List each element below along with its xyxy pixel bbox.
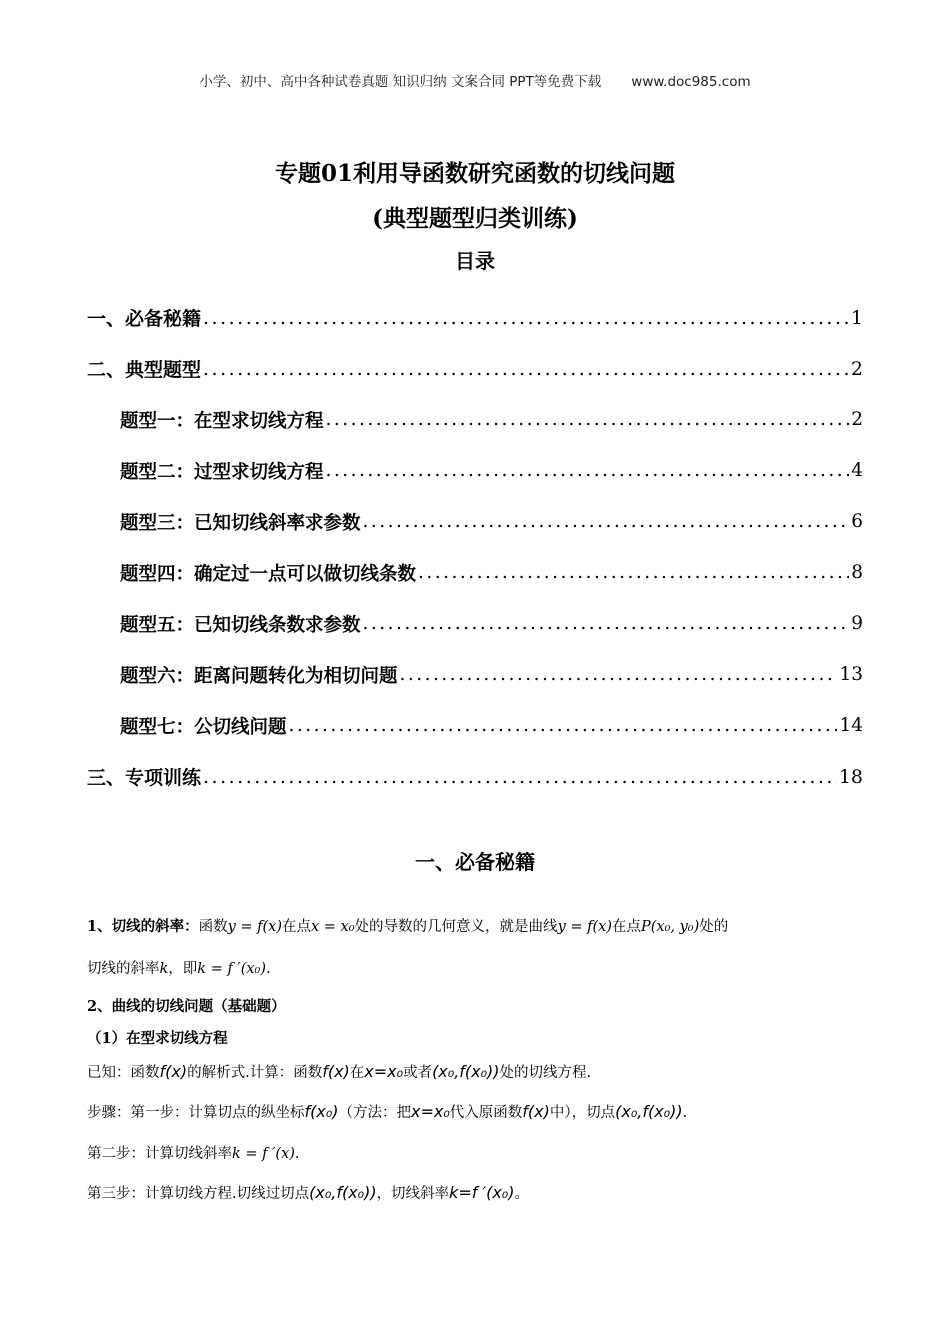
math: f(x) bbox=[159, 1062, 188, 1081]
toc-page: 13 bbox=[839, 664, 863, 685]
toc-label: 三、专项训练 bbox=[87, 767, 202, 789]
text: 第三步：计算切线方程.切线过切点 bbox=[87, 1186, 310, 1202]
header-url[interactable]: www.doc985.com bbox=[631, 74, 751, 90]
toc-page: 18 bbox=[838, 765, 863, 788]
toc-label: 题型一：在型求切线方程 bbox=[120, 410, 324, 432]
math: (x₀,f(x₀)) bbox=[615, 1102, 683, 1121]
toc-leader bbox=[326, 460, 850, 481]
math: x=x₀ bbox=[364, 1062, 404, 1081]
toc-entry[interactable] bbox=[87, 547, 863, 598]
text: 处的切线方程. bbox=[499, 1065, 592, 1081]
toc-entry[interactable] bbox=[87, 394, 863, 445]
text: 在 bbox=[349, 1065, 365, 1081]
paragraph-step1 bbox=[87, 1101, 867, 1122]
header-text: 小学、初中、高中各种试卷真题 知识归纳 文案合同 PPT等免费下载 bbox=[199, 74, 602, 90]
toc-page: 14 bbox=[839, 715, 863, 736]
math: (x₀,f(x₀)) bbox=[309, 1183, 377, 1202]
toc-leader bbox=[203, 358, 849, 380]
toc-entry[interactable] bbox=[87, 700, 863, 751]
toc-entry[interactable] bbox=[87, 343, 863, 394]
math: x=x₀ bbox=[411, 1102, 450, 1121]
text: 切线的斜率 bbox=[87, 961, 160, 977]
text: 在点 bbox=[611, 919, 641, 935]
table-of-contents bbox=[87, 292, 863, 802]
toc-entry[interactable] bbox=[87, 751, 863, 802]
text: 在点 bbox=[282, 919, 312, 935]
page-header bbox=[0, 70, 950, 90]
toc-page: 2 bbox=[851, 409, 863, 430]
text: . bbox=[682, 1105, 688, 1121]
text: . bbox=[266, 961, 271, 977]
toc-label: 题型六：距离问题转化为相切问题 bbox=[120, 665, 398, 687]
toc-heading: 目录 bbox=[455, 249, 495, 273]
section-title: 一、必备秘籍 bbox=[415, 850, 535, 874]
toc-page: 6 bbox=[851, 511, 863, 532]
toc-entry[interactable] bbox=[87, 292, 863, 343]
toc-leader bbox=[418, 562, 849, 583]
toc-label: 题型三：已知切线斜率求参数 bbox=[120, 512, 361, 534]
text: 或者 bbox=[403, 1065, 433, 1081]
toc-page: 8 bbox=[851, 562, 863, 583]
document-title: 专题01利用导函数研究函数的切线问题 bbox=[274, 160, 675, 187]
paragraph-heading: 2、曲线的切线问题（基础题） bbox=[87, 998, 286, 1015]
math: f(x) bbox=[522, 1102, 550, 1121]
toc-leader bbox=[363, 511, 850, 532]
math: k bbox=[159, 961, 169, 977]
text: 中），切点 bbox=[549, 1105, 616, 1121]
toc-leader bbox=[289, 715, 838, 736]
toc-leader bbox=[203, 766, 837, 788]
paragraph-step2 bbox=[87, 1142, 867, 1163]
paragraph-step3 bbox=[87, 1182, 867, 1203]
text: 步骤：第一步：计算切点的纵坐标 bbox=[87, 1105, 305, 1121]
math: k = f ′(x) bbox=[232, 1146, 295, 1162]
toc-entry[interactable] bbox=[87, 649, 863, 700]
text: 函数 bbox=[198, 919, 228, 935]
toc-entry[interactable] bbox=[87, 598, 863, 649]
document-subtitle: (典型题型归类训练) bbox=[372, 205, 578, 232]
toc-entry[interactable] bbox=[87, 496, 863, 547]
toc-label: 题型二：过型求切线方程 bbox=[120, 461, 324, 483]
text: ，即 bbox=[168, 961, 198, 977]
toc-page: 9 bbox=[851, 613, 863, 634]
toc-leader bbox=[326, 409, 850, 430]
toc-label: 题型七：公切线问题 bbox=[120, 716, 287, 738]
toc-label: 二、典型题型 bbox=[87, 359, 202, 381]
text: ，切线斜率 bbox=[376, 1186, 450, 1202]
math: x = x₀ bbox=[311, 919, 355, 935]
paragraph-known bbox=[87, 1061, 867, 1082]
toc-page: 1 bbox=[850, 306, 863, 329]
math: (x₀,f(x₀)) bbox=[432, 1062, 500, 1081]
toc-page: 4 bbox=[851, 460, 863, 481]
toc-leader bbox=[203, 307, 849, 329]
toc-leader bbox=[400, 664, 838, 685]
toc-entry[interactable] bbox=[87, 445, 863, 496]
toc-label: 一、必备秘籍 bbox=[87, 308, 202, 330]
toc-label: 题型五：已知切线条数求参数 bbox=[120, 614, 361, 636]
paragraph-slope-cont bbox=[87, 957, 867, 978]
math: P(x₀, y₀) bbox=[640, 919, 700, 935]
toc-label: 题型四：确定过一点可以做切线条数 bbox=[120, 563, 417, 585]
text: 处的导数的几何意义，就是曲线 bbox=[354, 919, 558, 935]
paragraph-label: 1、切线的斜率： bbox=[87, 918, 199, 935]
text: 代入原函数 bbox=[449, 1105, 523, 1121]
paragraph-subheading: （1）在型求切线方程 bbox=[87, 1030, 228, 1047]
math: k=f ′(x₀) bbox=[449, 1183, 515, 1202]
math: f(x₀) bbox=[304, 1102, 339, 1121]
math: k = f ′(x₀) bbox=[197, 961, 267, 977]
text: 的解析式.计算：函数 bbox=[187, 1065, 323, 1081]
toc-page: 2 bbox=[850, 357, 863, 380]
math: f(x) bbox=[322, 1062, 350, 1081]
toc-leader bbox=[363, 613, 850, 634]
text: 处的 bbox=[699, 919, 729, 935]
text: . bbox=[294, 1146, 300, 1162]
math: y = f(x) bbox=[227, 919, 283, 935]
text: （方法：把 bbox=[338, 1105, 411, 1121]
text: 已知：函数 bbox=[87, 1065, 160, 1081]
text: 第二步：计算切线斜率 bbox=[87, 1146, 232, 1162]
math: y = f(x) bbox=[557, 919, 612, 935]
paragraph-slope bbox=[87, 915, 867, 936]
text: 。 bbox=[514, 1186, 529, 1202]
